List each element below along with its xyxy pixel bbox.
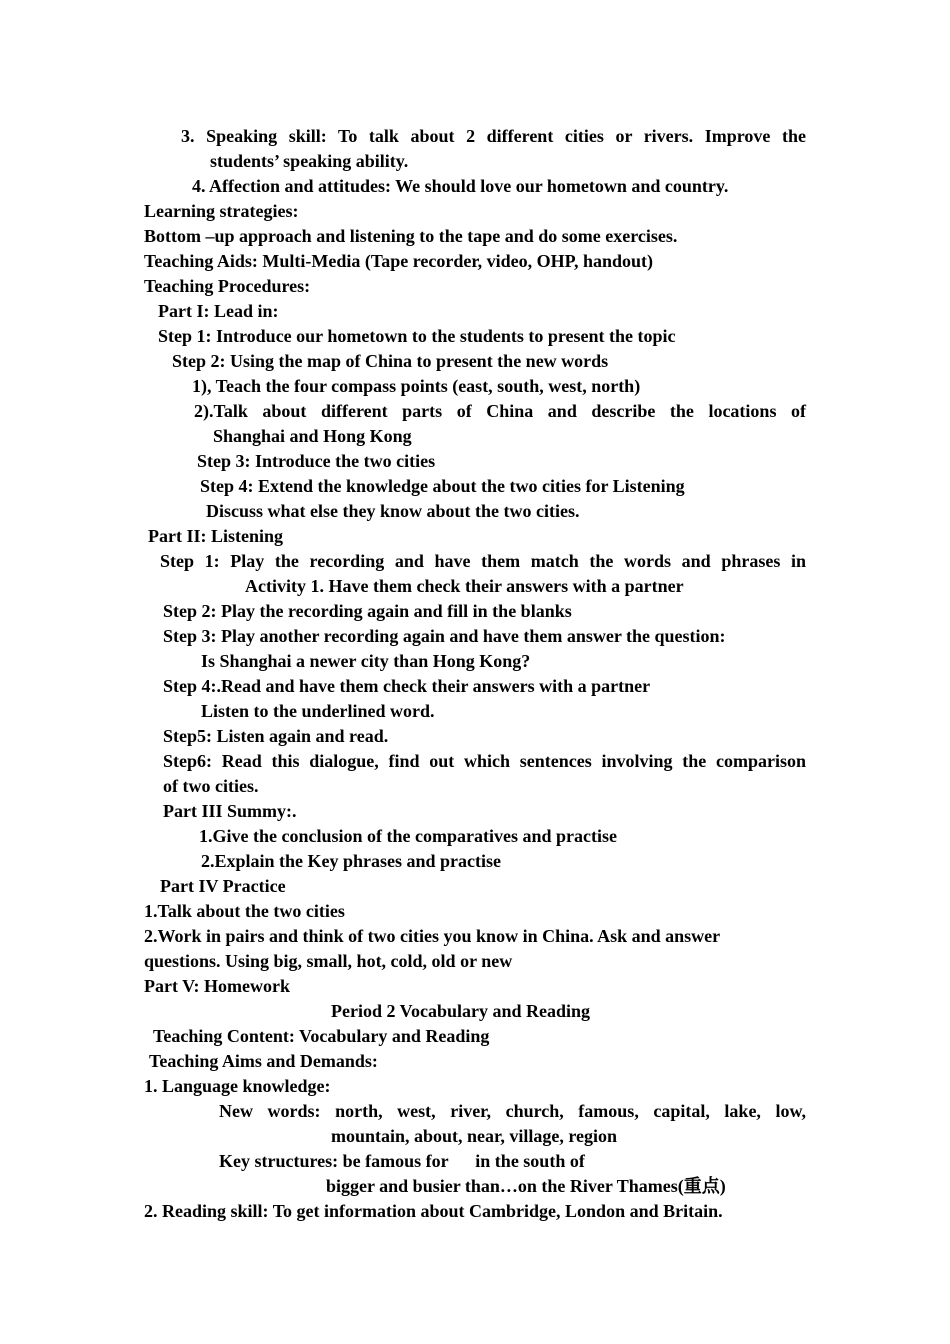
section-heading: Teaching Procedures:	[144, 276, 311, 296]
step-line: Step 3: Play another recording again and have them answer the question:	[163, 626, 726, 646]
step-line: Step5: Listen again and read.	[163, 726, 389, 746]
text-line: students’ speaking ability.	[210, 151, 409, 171]
text-line: 2.Work in pairs and think of two cities you know in China. Ask and answer	[144, 926, 721, 946]
section-heading: Teaching Aims and Demands:	[149, 1051, 378, 1071]
step-line: Step 3: Introduce the two cities	[197, 451, 436, 471]
text-line: Teaching Content: Vocabulary and Reading	[153, 1026, 490, 1046]
text-line: Shanghai and Hong Kong	[213, 426, 412, 446]
part-heading: Part I: Lead in:	[158, 301, 279, 321]
text-line: 4. Affection and attitudes: We should love our hometown and country.	[192, 176, 729, 196]
text-line: questions. Using big, small, hot, cold, old or new	[144, 951, 513, 971]
part-heading: Part IV Practice	[160, 876, 286, 896]
text-line: Is Shanghai a newer city than Hong Kong?	[201, 651, 531, 671]
text-line: Activity 1. Have them check their answers with a partner	[245, 576, 684, 596]
part-heading: Part III Summy:.	[163, 801, 297, 821]
text-line: 2. Reading skill: To get information about Cambridge, London and Britain.	[144, 1201, 723, 1221]
text-line: 2).Talk about different parts of China and describe the locations of	[194, 401, 806, 421]
step-line: Step 2: Using the map of China to present the new words	[172, 351, 609, 371]
text-line: 1.Talk about the two cities	[144, 901, 345, 921]
text-line: Discuss what else they know about the two cities.	[206, 501, 580, 521]
step-line: Step 2: Play the recording again and fill in the blanks	[163, 601, 572, 621]
text-line: 2.Explain the Key phrases and practise	[201, 851, 502, 871]
part-heading: Part II: Listening	[148, 526, 283, 546]
text-line: Teaching Aids: Multi-Media (Tape recorder, video, OHP, handout)	[144, 251, 654, 271]
section-heading: Learning strategies:	[144, 201, 299, 221]
text-line: 1), Teach the four compass points (east, south, west, north)	[192, 376, 641, 396]
text-line: New words: north, west, river, church, famous, capital, lake, low,	[219, 1101, 806, 1121]
text-line: mountain, about, near, village, region	[331, 1126, 618, 1146]
part-heading: Part V: Homework	[144, 976, 290, 996]
step-line: Step 1: Introduce our hometown to the students to present the topic	[158, 326, 676, 346]
period-title: Period 2 Vocabulary and Reading	[331, 1001, 591, 1021]
text-line: of two cities.	[163, 776, 259, 796]
text-line: 1.Give the conclusion of the comparatives and practise	[199, 826, 617, 846]
text-line: 1. Language knowledge:	[144, 1076, 331, 1096]
step-line: Step 4:.Read and have them check their answers with a partner	[163, 676, 651, 696]
text-line: Listen to the underlined word.	[201, 701, 435, 721]
step-line: Step 1: Play the recording and have them match the words and phrases in	[160, 551, 806, 571]
step-line: Step6: Read this dialogue, find out which sentences involving the comparison	[163, 751, 806, 771]
text-line: bigger and busier than…on the River Thames(重点)	[326, 1176, 726, 1196]
text-line: 3. Speaking skill: To talk about 2 different cities or rivers. Improve the	[181, 126, 806, 146]
text-line: Bottom –up approach and listening to the tape and do some exercises.	[144, 226, 678, 246]
text-line: Key structures: be famous for in the south of	[219, 1151, 585, 1171]
step-line: Step 4: Extend the knowledge about the two cities for Listening	[200, 476, 685, 496]
